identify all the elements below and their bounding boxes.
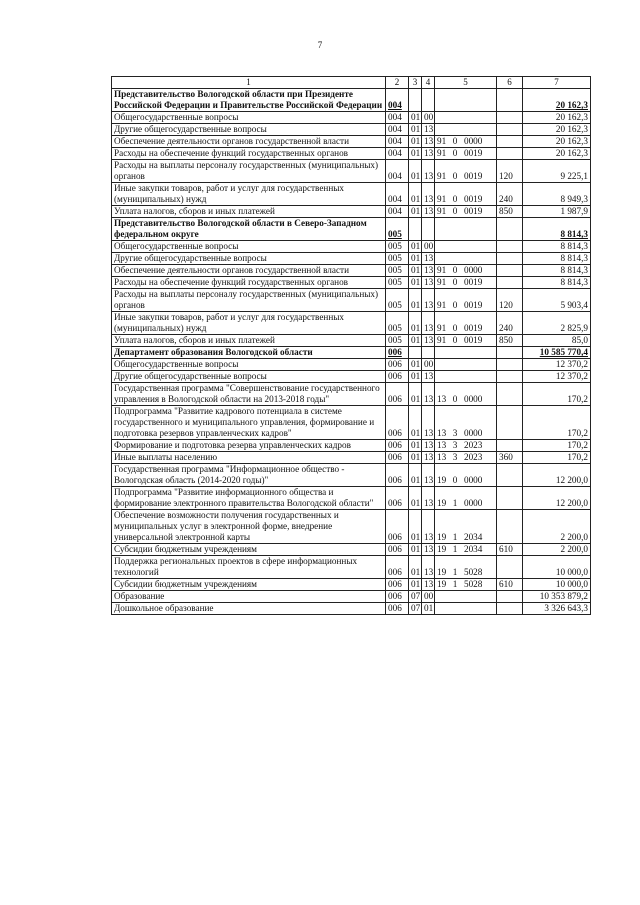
row-amount-cell: 8 814,3 [523, 265, 591, 277]
row-subsection-cell: 01 [422, 603, 435, 615]
row-name-cell: Представительство Вологодской области в Северо-Западном федеральном округе [112, 218, 386, 241]
row-target-article-cell: 13 3 2023 [435, 452, 497, 464]
row-target-article-cell: 19 1 5028 [435, 579, 497, 591]
row-code-cell: 004 [386, 183, 409, 206]
row-section-cell [409, 89, 422, 112]
row-expense-type-cell [497, 440, 523, 452]
table-row [112, 510, 591, 544]
row-code-cell: 004 [386, 112, 409, 124]
row-name-cell: Субсидии бюджетным учреждениям [112, 544, 386, 556]
row-name-cell: Подпрограмма "Развитие кадрового потенциала в системе государственного и муниципального управления, формирование и подготовка резервов управленческих кадров" [112, 406, 386, 440]
row-expense-type-cell [497, 383, 523, 406]
row-subsection-cell [422, 347, 435, 359]
row-target-article-cell: 91 0 0000 [435, 265, 497, 277]
row-expense-type-cell [497, 487, 523, 510]
row-target-article-cell: 91 0 0019 [435, 160, 497, 183]
row-expense-type-cell: 120 [497, 160, 523, 183]
row-target-article-cell [435, 603, 497, 615]
header-cell: 3 [409, 77, 422, 89]
row-expense-type-cell [497, 136, 523, 148]
row-target-article-cell: 13 3 0000 [435, 406, 497, 440]
table-row [112, 124, 591, 136]
row-subsection-cell: 13 [422, 440, 435, 452]
row-expense-type-cell: 610 [497, 579, 523, 591]
row-expense-type-cell [497, 124, 523, 136]
row-target-article-cell: 91 0 0019 [435, 312, 497, 335]
row-subsection-cell: 13 [422, 579, 435, 591]
row-amount-cell: 1 987,9 [523, 206, 591, 218]
row-section-cell: 07 [409, 603, 422, 615]
header-cell: 6 [497, 77, 523, 89]
row-section-cell: 01 [409, 206, 422, 218]
table-row [112, 440, 591, 452]
row-expense-type-cell [497, 371, 523, 383]
table-row [112, 347, 591, 359]
row-name-cell: Обеспечение возможности получения государственных и муниципальных услуг в электронной форме, внедрение универсальной электронной карты [112, 510, 386, 544]
row-code-cell: 005 [386, 312, 409, 335]
row-expense-type-cell [497, 464, 523, 487]
row-target-article-cell: 91 0 0019 [435, 183, 497, 206]
table-row [112, 277, 591, 289]
row-amount-cell: 20 162,3 [523, 136, 591, 148]
row-subsection-cell: 00 [422, 591, 435, 603]
row-subsection-cell: 13 [422, 148, 435, 160]
row-target-article-cell [435, 359, 497, 371]
row-expense-type-cell: 850 [497, 335, 523, 347]
header-cell: 2 [386, 77, 409, 89]
row-expense-type-cell: 240 [497, 312, 523, 335]
row-code-cell: 005 [386, 265, 409, 277]
row-section-cell: 01 [409, 289, 422, 312]
row-subsection-cell: 13 [422, 464, 435, 487]
row-code-cell: 004 [386, 160, 409, 183]
row-section-cell [409, 347, 422, 359]
row-name-cell: Дошкольное образование [112, 603, 386, 615]
row-section-cell: 01 [409, 253, 422, 265]
row-name-cell: Общегосударственные вопросы [112, 112, 386, 124]
table-row [112, 136, 591, 148]
row-expense-type-cell [497, 510, 523, 544]
row-amount-cell: 3 326 643,3 [523, 603, 591, 615]
table-row [112, 556, 591, 579]
row-code-cell: 005 [386, 241, 409, 253]
row-target-article-cell [435, 112, 497, 124]
table-row [112, 371, 591, 383]
table-row [112, 183, 591, 206]
row-section-cell: 01 [409, 148, 422, 160]
row-amount-cell: 85,0 [523, 335, 591, 347]
row-subsection-cell: 13 [422, 556, 435, 579]
row-code-cell: 006 [386, 383, 409, 406]
row-target-article-cell: 19 1 2034 [435, 544, 497, 556]
row-name-cell: Государственная программа "Совершенствование государственного управления в Вологодской области на 2013-2018 годы" [112, 383, 386, 406]
row-code-cell: 005 [386, 335, 409, 347]
row-name-cell: Иные выплаты населению [112, 452, 386, 464]
row-name-cell: Формирование и подготовка резерва управленческих кадров [112, 440, 386, 452]
row-amount-cell: 170,2 [523, 440, 591, 452]
row-expense-type-cell: 120 [497, 289, 523, 312]
row-name-cell: Иные закупки товаров, работ и услуг для государственных (муниципальных) нужд [112, 312, 386, 335]
row-code-cell: 006 [386, 347, 409, 359]
table-row [112, 335, 591, 347]
row-amount-cell: 12 200,0 [523, 487, 591, 510]
header-cell: 4 [422, 77, 435, 89]
table-row [112, 89, 591, 112]
table-row [112, 160, 591, 183]
row-amount-cell: 20 162,3 [523, 148, 591, 160]
row-amount-cell: 170,2 [523, 452, 591, 464]
table-row [112, 112, 591, 124]
row-subsection-cell: 13 [422, 253, 435, 265]
row-code-cell: 006 [386, 544, 409, 556]
table-row [112, 253, 591, 265]
row-code-cell: 005 [386, 289, 409, 312]
row-section-cell: 01 [409, 406, 422, 440]
row-section-cell: 01 [409, 452, 422, 464]
row-code-cell: 004 [386, 136, 409, 148]
row-subsection-cell: 13 [422, 265, 435, 277]
row-subsection-cell: 00 [422, 241, 435, 253]
row-target-article-cell: 91 0 0019 [435, 148, 497, 160]
table-body [112, 89, 591, 615]
row-section-cell: 01 [409, 359, 422, 371]
header-cell: 1 [112, 77, 386, 89]
row-target-article-cell [435, 371, 497, 383]
row-section-cell: 01 [409, 241, 422, 253]
row-expense-type-cell: 610 [497, 544, 523, 556]
row-section-cell: 01 [409, 544, 422, 556]
row-name-cell: Другие общегосударственные вопросы [112, 253, 386, 265]
row-section-cell: 01 [409, 464, 422, 487]
row-code-cell: 006 [386, 510, 409, 544]
row-section-cell: 01 [409, 510, 422, 544]
table-row [112, 206, 591, 218]
table-row [112, 544, 591, 556]
row-expense-type-cell: 360 [497, 452, 523, 464]
row-code-cell: 005 [386, 277, 409, 289]
row-name-cell: Другие общегосударственные вопросы [112, 124, 386, 136]
header-row [112, 77, 591, 89]
row-section-cell: 01 [409, 183, 422, 206]
row-amount-cell: 5 903,4 [523, 289, 591, 312]
row-section-cell: 07 [409, 591, 422, 603]
table-row [112, 265, 591, 277]
row-section-cell: 01 [409, 124, 422, 136]
row-expense-type-cell [497, 148, 523, 160]
row-target-article-cell [435, 241, 497, 253]
table-row [112, 148, 591, 160]
row-expense-type-cell [497, 89, 523, 112]
row-target-article-cell [435, 347, 497, 359]
row-amount-cell: 8 814,3 [523, 277, 591, 289]
row-section-cell: 01 [409, 556, 422, 579]
row-section-cell: 01 [409, 265, 422, 277]
table-row [112, 383, 591, 406]
row-expense-type-cell [497, 265, 523, 277]
row-target-article-cell [435, 124, 497, 136]
row-code-cell: 005 [386, 218, 409, 241]
row-subsection-cell [422, 89, 435, 112]
row-amount-cell: 12 370,2 [523, 359, 591, 371]
table-row [112, 464, 591, 487]
table-row [112, 579, 591, 591]
table-row [112, 406, 591, 440]
row-subsection-cell: 13 [422, 289, 435, 312]
row-code-cell: 005 [386, 253, 409, 265]
row-amount-cell: 8 814,3 [523, 241, 591, 253]
row-subsection-cell: 13 [422, 312, 435, 335]
table-row [112, 603, 591, 615]
row-name-cell: Образование [112, 591, 386, 603]
row-code-cell: 004 [386, 148, 409, 160]
row-code-cell: 006 [386, 603, 409, 615]
row-amount-cell: 20 162,3 [523, 112, 591, 124]
row-name-cell: Расходы на выплаты персоналу государственных (муниципальных) органов [112, 160, 386, 183]
row-amount-cell: 10 585 770,4 [523, 347, 591, 359]
row-expense-type-cell [497, 359, 523, 371]
row-name-cell: Представительство Вологодской области при Президенте Российской Федерации и Правительстве Российской Федерации [112, 89, 386, 112]
row-code-cell: 004 [386, 89, 409, 112]
row-name-cell: Другие общегосударственные вопросы [112, 371, 386, 383]
table-header [112, 77, 591, 89]
row-name-cell: Уплата налогов, сборов и иных платежей [112, 335, 386, 347]
row-expense-type-cell: 240 [497, 183, 523, 206]
row-subsection-cell: 13 [422, 371, 435, 383]
table-row [112, 359, 591, 371]
row-name-cell: Обеспечение деятельности органов государственной власти [112, 136, 386, 148]
row-target-article-cell: 13 3 2023 [435, 440, 497, 452]
row-section-cell: 01 [409, 383, 422, 406]
row-section-cell: 01 [409, 335, 422, 347]
row-section-cell: 01 [409, 112, 422, 124]
row-amount-cell: 8 814,3 [523, 218, 591, 241]
row-name-cell: Департамент образования Вологодской области [112, 347, 386, 359]
row-code-cell: 006 [386, 591, 409, 603]
row-amount-cell: 8 949,3 [523, 183, 591, 206]
header-cell: 7 [523, 77, 591, 89]
row-section-cell [409, 218, 422, 241]
row-target-article-cell [435, 591, 497, 603]
row-name-cell: Общегосударственные вопросы [112, 359, 386, 371]
row-subsection-cell: 13 [422, 183, 435, 206]
row-subsection-cell: 13 [422, 160, 435, 183]
row-expense-type-cell [497, 241, 523, 253]
row-target-article-cell: 91 0 0019 [435, 206, 497, 218]
table-row [112, 289, 591, 312]
row-section-cell: 01 [409, 487, 422, 510]
table-row [112, 487, 591, 510]
row-amount-cell: 20 162,3 [523, 89, 591, 112]
row-target-article-cell [435, 253, 497, 265]
budget-table [111, 76, 591, 615]
row-expense-type-cell [497, 218, 523, 241]
row-code-cell: 006 [386, 579, 409, 591]
row-target-article-cell: 91 0 0019 [435, 289, 497, 312]
row-target-article-cell: 19 0 0000 [435, 464, 497, 487]
row-section-cell: 01 [409, 160, 422, 183]
table-row [112, 218, 591, 241]
row-subsection-cell: 13 [422, 406, 435, 440]
row-amount-cell: 2 825,9 [523, 312, 591, 335]
row-expense-type-cell [497, 556, 523, 579]
table-row [112, 452, 591, 464]
row-amount-cell: 20 162,3 [523, 124, 591, 136]
row-subsection-cell: 00 [422, 112, 435, 124]
row-target-article-cell [435, 89, 497, 112]
row-target-article-cell: 91 0 0000 [435, 136, 497, 148]
row-amount-cell: 170,2 [523, 406, 591, 440]
row-expense-type-cell: 850 [497, 206, 523, 218]
row-subsection-cell: 13 [422, 136, 435, 148]
row-name-cell: Расходы на обеспечение функций государственных органов [112, 277, 386, 289]
row-code-cell: 006 [386, 464, 409, 487]
row-subsection-cell: 13 [422, 206, 435, 218]
row-name-cell: Государственная программа "Информационное общество - Вологодская область (2014-2020 годы)" [112, 464, 386, 487]
row-amount-cell: 2 200,0 [523, 544, 591, 556]
row-target-article-cell: 19 1 2034 [435, 510, 497, 544]
row-amount-cell: 10 000,0 [523, 556, 591, 579]
row-amount-cell: 9 225,1 [523, 160, 591, 183]
row-code-cell: 004 [386, 124, 409, 136]
row-subsection-cell: 13 [422, 277, 435, 289]
row-name-cell: Расходы на обеспечение функций государственных органов [112, 148, 386, 160]
row-subsection-cell: 13 [422, 383, 435, 406]
row-section-cell: 01 [409, 579, 422, 591]
row-section-cell: 01 [409, 136, 422, 148]
row-code-cell: 006 [386, 452, 409, 464]
row-name-cell: Обеспечение деятельности органов государственной власти [112, 265, 386, 277]
page-number: 7 [317, 40, 323, 50]
row-code-cell: 004 [386, 206, 409, 218]
row-subsection-cell: 13 [422, 510, 435, 544]
table-row [112, 591, 591, 603]
row-expense-type-cell [497, 112, 523, 124]
table-row [112, 312, 591, 335]
row-name-cell: Уплата налогов, сборов и иных платежей [112, 206, 386, 218]
row-amount-cell: 12 200,0 [523, 464, 591, 487]
row-subsection-cell: 13 [422, 124, 435, 136]
row-code-cell: 006 [386, 371, 409, 383]
row-name-cell: Общегосударственные вопросы [112, 241, 386, 253]
row-subsection-cell: 13 [422, 335, 435, 347]
table-row [112, 241, 591, 253]
row-target-article-cell: 19 1 0000 [435, 487, 497, 510]
row-code-cell: 006 [386, 406, 409, 440]
row-subsection-cell: 13 [422, 487, 435, 510]
row-target-article-cell: 91 0 0019 [435, 335, 497, 347]
row-expense-type-cell [497, 253, 523, 265]
row-name-cell: Поддержка региональных проектов в сфере информационных технологий [112, 556, 386, 579]
row-expense-type-cell [497, 277, 523, 289]
row-amount-cell: 10 353 879,2 [523, 591, 591, 603]
row-section-cell: 01 [409, 371, 422, 383]
row-subsection-cell: 00 [422, 359, 435, 371]
row-name-cell: Субсидии бюджетным учреждениям [112, 579, 386, 591]
row-expense-type-cell [497, 603, 523, 615]
row-target-article-cell [435, 218, 497, 241]
row-name-cell: Иные закупки товаров, работ и услуг для государственных (муниципальных) нужд [112, 183, 386, 206]
row-subsection-cell [422, 218, 435, 241]
row-code-cell: 006 [386, 359, 409, 371]
row-name-cell: Подпрограмма "Развитие информационного общества и формирование электронного правительства Вологодской области" [112, 487, 386, 510]
row-expense-type-cell [497, 591, 523, 603]
row-target-article-cell: 19 1 5028 [435, 556, 497, 579]
header-cell: 5 [435, 77, 497, 89]
row-section-cell: 01 [409, 312, 422, 335]
row-subsection-cell: 13 [422, 452, 435, 464]
row-amount-cell: 2 200,0 [523, 510, 591, 544]
row-section-cell: 01 [409, 277, 422, 289]
row-amount-cell: 170,2 [523, 383, 591, 406]
row-code-cell: 006 [386, 440, 409, 452]
row-expense-type-cell [497, 406, 523, 440]
row-subsection-cell: 13 [422, 544, 435, 556]
row-name-cell: Расходы на выплаты персоналу государственных (муниципальных) органов [112, 289, 386, 312]
row-target-article-cell: 91 0 0019 [435, 277, 497, 289]
row-amount-cell: 8 814,3 [523, 253, 591, 265]
row-amount-cell: 10 000,0 [523, 579, 591, 591]
row-expense-type-cell [497, 347, 523, 359]
row-code-cell: 006 [386, 556, 409, 579]
row-code-cell: 006 [386, 487, 409, 510]
row-target-article-cell: 13 0 0000 [435, 383, 497, 406]
row-amount-cell: 12 370,2 [523, 371, 591, 383]
row-section-cell: 01 [409, 440, 422, 452]
